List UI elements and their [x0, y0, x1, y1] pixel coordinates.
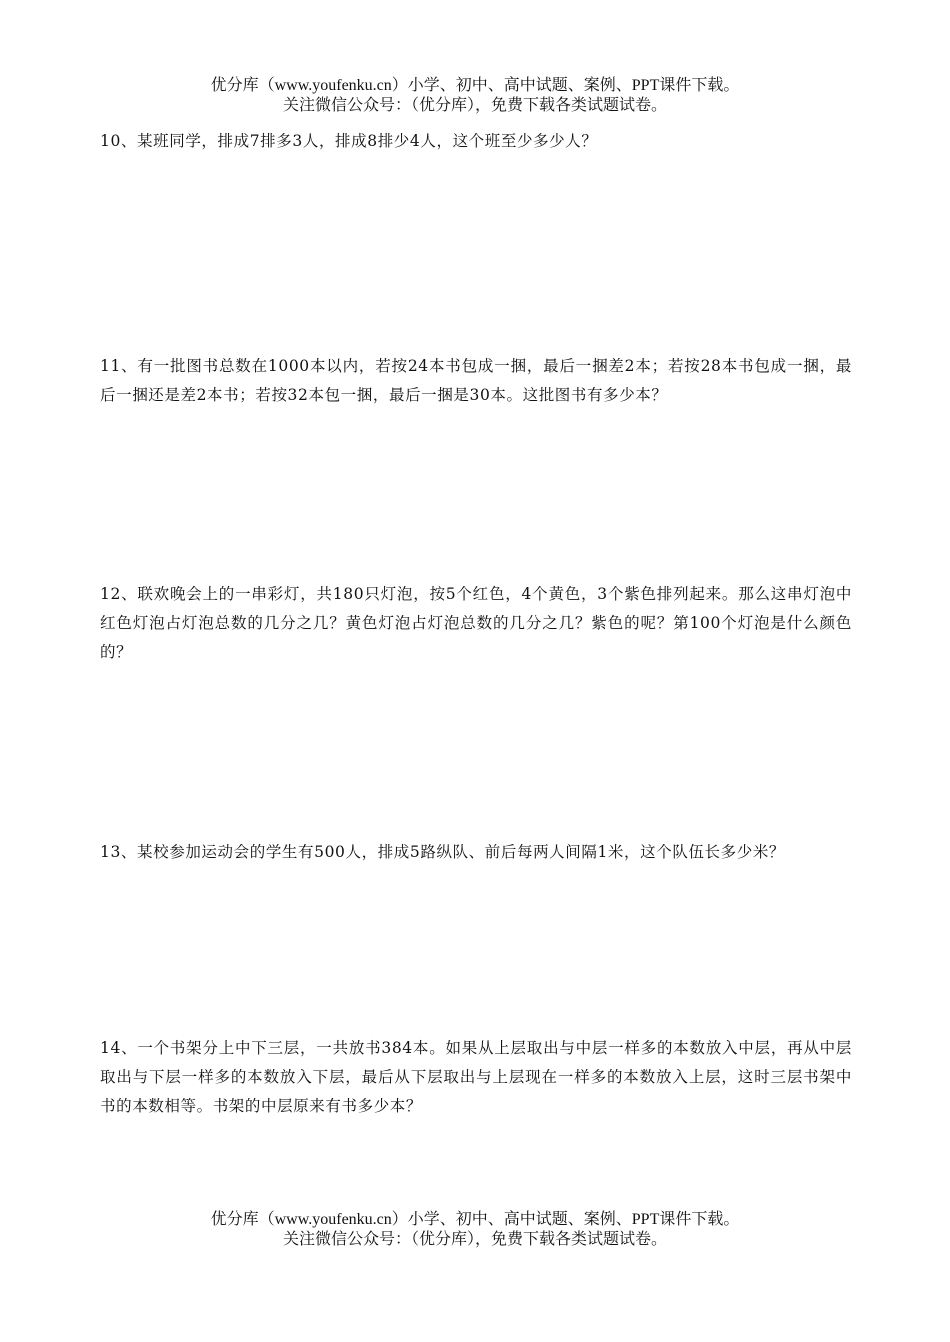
- page-header: [0, 76, 950, 116]
- footer-line-1: 优分库（www.youfenku.cn）小学、初中、高中试题、案例、PPT课件下载。: [210, 1211, 740, 1228]
- footer-line-2: 关注微信公众号：（优分库），免费下载各类试题试卷。: [282, 1231, 667, 1248]
- question-11: 11、有一批图书总数在1000本以内，若按24本书包成一捆，最后一捆差2本；若按28本书包成一捆，最后一捆还是差2本书；若按32本包一捆，最后一捆是30本。这批图书有多少本？: [100, 357, 852, 404]
- header-line-2: 关注微信公众号：（优分库），免费下载各类试题试卷。: [282, 97, 667, 114]
- question-14: 14、一个书架分上中下三层，一共放书384本。如果从上层取出与中层一样多的本数放入中层，再从中层取出与下层一样多的本数放入下层，最后从下层取出与上层现在一样多的本数放入上层，这时三层书架中书的本数相等。书架的中层原来有书多少本？: [100, 1039, 852, 1115]
- header-line-1: 优分库（www.youfenku.cn）小学、初中、高中试题、案例、PPT课件下载。: [210, 77, 740, 94]
- page-footer: [0, 1210, 950, 1250]
- question-10: 10、某班同学，排成7排多3人，排成8排少4人，这个班至少多少人？: [100, 132, 598, 150]
- question-12: 12、联欢晚会上的一串彩灯，共180只灯泡，按5个红色，4个黄色，3个紫色排列起来。那么这串灯泡中红色灯泡占灯泡总数的几分之几？黄色灯泡占灯泡总数的几分之几？紫色的呢？第100个灯泡是什么颜色的？: [100, 585, 852, 661]
- question-13: 13、某校参加运动会的学生有500人，排成5路纵队、前后每两人间隔1米，这个队伍长多少米？: [100, 843, 786, 861]
